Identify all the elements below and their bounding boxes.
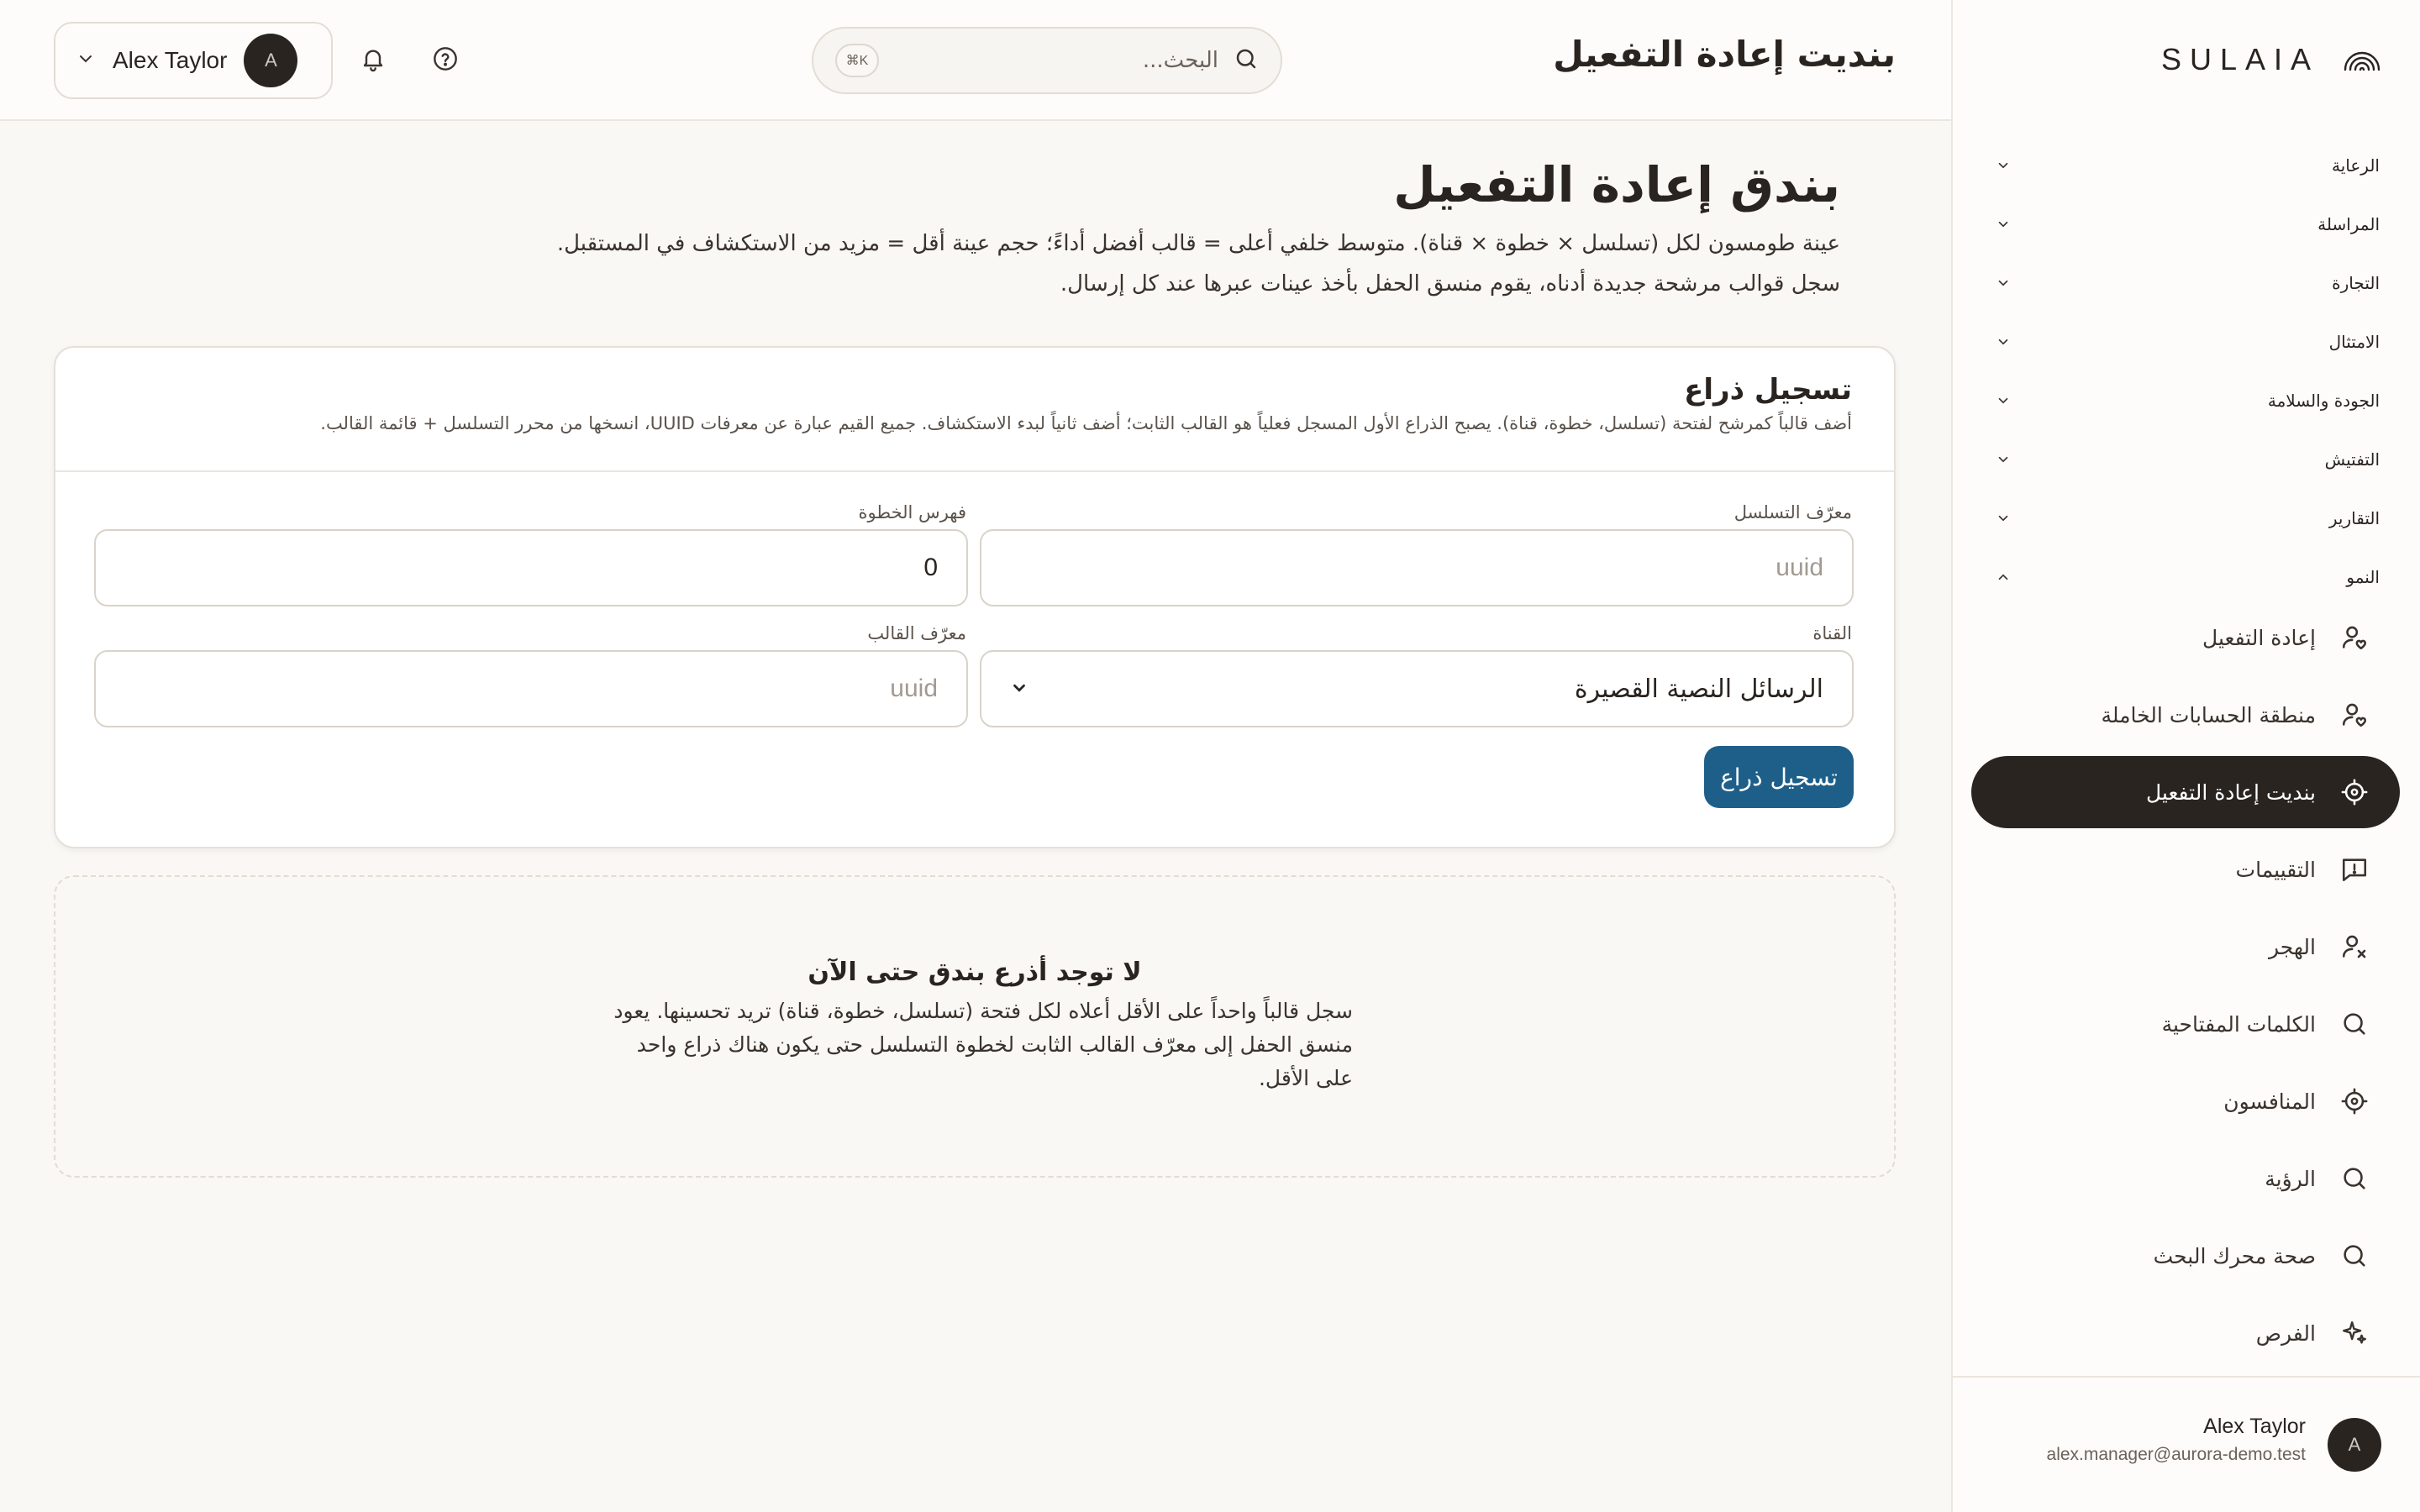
- sidebar-group-label: التقارير: [2328, 508, 2380, 528]
- template-id-label: معرّف القالب: [867, 623, 966, 643]
- sidebar-item-5[interactable]: [1971, 988, 2400, 1060]
- page-title: بندق إعادة التفعيل: [1393, 156, 1840, 213]
- sidebar-group-label: المراسلة: [2317, 214, 2380, 234]
- rainbow-logo-icon: [2343, 43, 2381, 76]
- sidebar-group-label: الرعاية: [2331, 155, 2380, 176]
- search-shortcut-badge: ⌘K: [835, 44, 879, 77]
- sidebar-item-label: بنديت إعادة التفعيل: [2145, 780, 2316, 805]
- brand-name: SULAIA: [2160, 42, 2319, 76]
- topbar: [0, 0, 1951, 121]
- sidebar-group-0[interactable]: [1993, 144, 2380, 186]
- chevron-down-icon: [1993, 214, 2013, 234]
- chevron-down-icon: [1993, 449, 2013, 470]
- chevron-down-icon: [1993, 155, 2013, 176]
- sidebar-group-4[interactable]: [1993, 380, 2380, 422]
- sidebar-item-label: الكلمات المفتاحية: [2161, 1011, 2316, 1037]
- sidebar-item-label: الرؤية: [2265, 1166, 2316, 1191]
- brand-logo[interactable]: [2160, 39, 2381, 81]
- page-description: عينة طومسون لكل (تسلسل × خطوة × قناة). متوسط خلفي أعلى = قالب أفضل أداءً؛ حجم عينة أقل = مزيد من الاستكشاف في المستقبل. سجل قوالب مرشحة جديدة أدناه، يقوم منسق الحفل بأخذ عينات عبرها عند كل إرسال.: [556, 231, 1840, 297]
- sidebar-item-6[interactable]: [1971, 1065, 2400, 1137]
- chevron-down-icon: [1993, 332, 2013, 352]
- message-alert-icon: [2338, 853, 2371, 886]
- search-icon: [2338, 1162, 2371, 1195]
- sequence-id-label: معرّف التسلسل: [1733, 502, 1852, 522]
- empty-state-title: لا توجد أذرع بندق حتى الآن: [808, 958, 1142, 987]
- template-id-placeholder: uuid: [890, 675, 938, 702]
- register-arm-card: [54, 346, 1896, 848]
- sidebar-group-label: النمو: [2346, 567, 2380, 587]
- channel-value: الرسائل النصية القصيرة: [1574, 674, 1823, 704]
- notifications-button[interactable]: [353, 40, 393, 81]
- sidebar-group-2[interactable]: [1993, 262, 2380, 304]
- sidebar-item-label: منطقة الحسابات الخاملة: [2101, 702, 2316, 727]
- chevron-down-icon: [1993, 508, 2013, 528]
- sequence-id-placeholder: uuid: [1776, 554, 1823, 581]
- sidebar-item-3[interactable]: [1971, 833, 2400, 906]
- search-box[interactable]: [812, 27, 1282, 94]
- step-index-label: فهرس الخطوة: [858, 502, 966, 522]
- user-email: alex.manager@aurora-demo.test: [2046, 1445, 2306, 1464]
- empty-state-body: سجل قالباً واحداً على الأقل أعلاه لكل فتحة (تسلسل، خطوة، قناة) تريد تحسينها. يعود منسق الحفل إلى معرّف القالب الثابت لخطوة التسلسل حتى يكون هناك ذراع واحد على الأقل.: [613, 999, 1353, 1090]
- sidebar-group-label: الجودة والسلامة: [2267, 391, 2380, 411]
- sidebar-item-7[interactable]: [1971, 1142, 2400, 1215]
- step-index-value: 0: [923, 554, 938, 581]
- sidebar-group-5[interactable]: [1993, 438, 2380, 480]
- help-button[interactable]: [425, 40, 466, 81]
- user-x-icon: [2338, 930, 2371, 963]
- card-subtitle: أضف قالباً كمرشح لفتحة (تسلسل، خطوة، قناة). يصبح الذراع الأول المسجل فعلياً هو القالب الثابت؛ أضف ثانياً لبدء الاستكشاف. جميع القيم عبارة عن معرفات UUID، انسخها من محرر التسلسل + قائمة القالب.: [320, 413, 1852, 433]
- sidebar-item-label: التقييمات: [2235, 857, 2316, 882]
- sequence-id-input[interactable]: [980, 529, 1854, 606]
- chevron-down-icon: [1010, 675, 1028, 704]
- user-menu-button[interactable]: [54, 22, 333, 99]
- sidebar-item-label: الفرص: [2255, 1320, 2316, 1346]
- empty-state: [54, 875, 1896, 1178]
- sparkles-icon: [2338, 1316, 2371, 1350]
- sidebar-group-1[interactable]: [1993, 203, 2380, 245]
- sidebar-item-label: الهجر: [2268, 934, 2316, 959]
- help-icon: [432, 45, 459, 76]
- sidebar-item-0[interactable]: [1971, 601, 2400, 674]
- sidebar-item-4[interactable]: [1971, 911, 2400, 983]
- sidebar-group-label: التجارة: [2332, 273, 2380, 293]
- search-icon: [2338, 1239, 2371, 1273]
- chevron-down-icon: [76, 49, 96, 72]
- sidebar-group-3[interactable]: [1993, 321, 2380, 363]
- sidebar-group-6[interactable]: [1993, 497, 2380, 539]
- card-title: تسجيل ذراع: [1684, 373, 1852, 407]
- chevron-down-icon: [1993, 391, 2013, 411]
- avatar: A: [2328, 1418, 2381, 1472]
- sidebar-item-9[interactable]: [1971, 1297, 2400, 1369]
- user-menu-name: Alex Taylor: [113, 47, 228, 73]
- sidebar-group-7[interactable]: [1993, 556, 2380, 598]
- sidebar-item-8[interactable]: [1971, 1220, 2400, 1292]
- user-name: Alex Taylor: [2203, 1415, 2306, 1438]
- channel-label: القناة: [1812, 623, 1852, 643]
- template-id-input[interactable]: [94, 650, 968, 727]
- crosshair-icon: [2338, 1084, 2371, 1118]
- sidebar-group-label: الامتثال: [2328, 332, 2380, 352]
- sidebar-user-footer[interactable]: [1951, 1376, 2420, 1512]
- search-icon: [2338, 1007, 2371, 1041]
- sidebar-item-label: صحة محرك البحث: [2153, 1243, 2316, 1268]
- step-index-input[interactable]: [94, 529, 968, 606]
- sidebar-item-1[interactable]: [1971, 679, 2400, 751]
- crosshair-icon: [2338, 775, 2371, 809]
- user-heart-icon: [2338, 621, 2371, 654]
- avatar: A: [244, 34, 297, 87]
- sidebar-item-label: المنافسون: [2223, 1089, 2316, 1114]
- search-input[interactable]: البحث...: [1142, 48, 1218, 73]
- channel-select[interactable]: [980, 650, 1854, 727]
- sidebar-item-label: إعادة التفعيل: [2202, 625, 2316, 650]
- search-icon: [1234, 46, 1259, 75]
- card-header: [55, 348, 1894, 472]
- topbar-title: بنديت إعادة التفعيل: [1553, 34, 1896, 75]
- bell-icon: [360, 45, 387, 76]
- chevron-down-icon: [1993, 273, 2013, 293]
- sidebar-group-label: التفتيش: [2324, 449, 2380, 470]
- user-heart-icon: [2338, 698, 2371, 732]
- register-arm-button[interactable]: تسجيل ذراع: [1704, 746, 1854, 808]
- sidebar: [1951, 0, 2420, 1512]
- sidebar-item-2[interactable]: [1971, 756, 2400, 828]
- chevron-up-icon: [1993, 567, 2013, 587]
